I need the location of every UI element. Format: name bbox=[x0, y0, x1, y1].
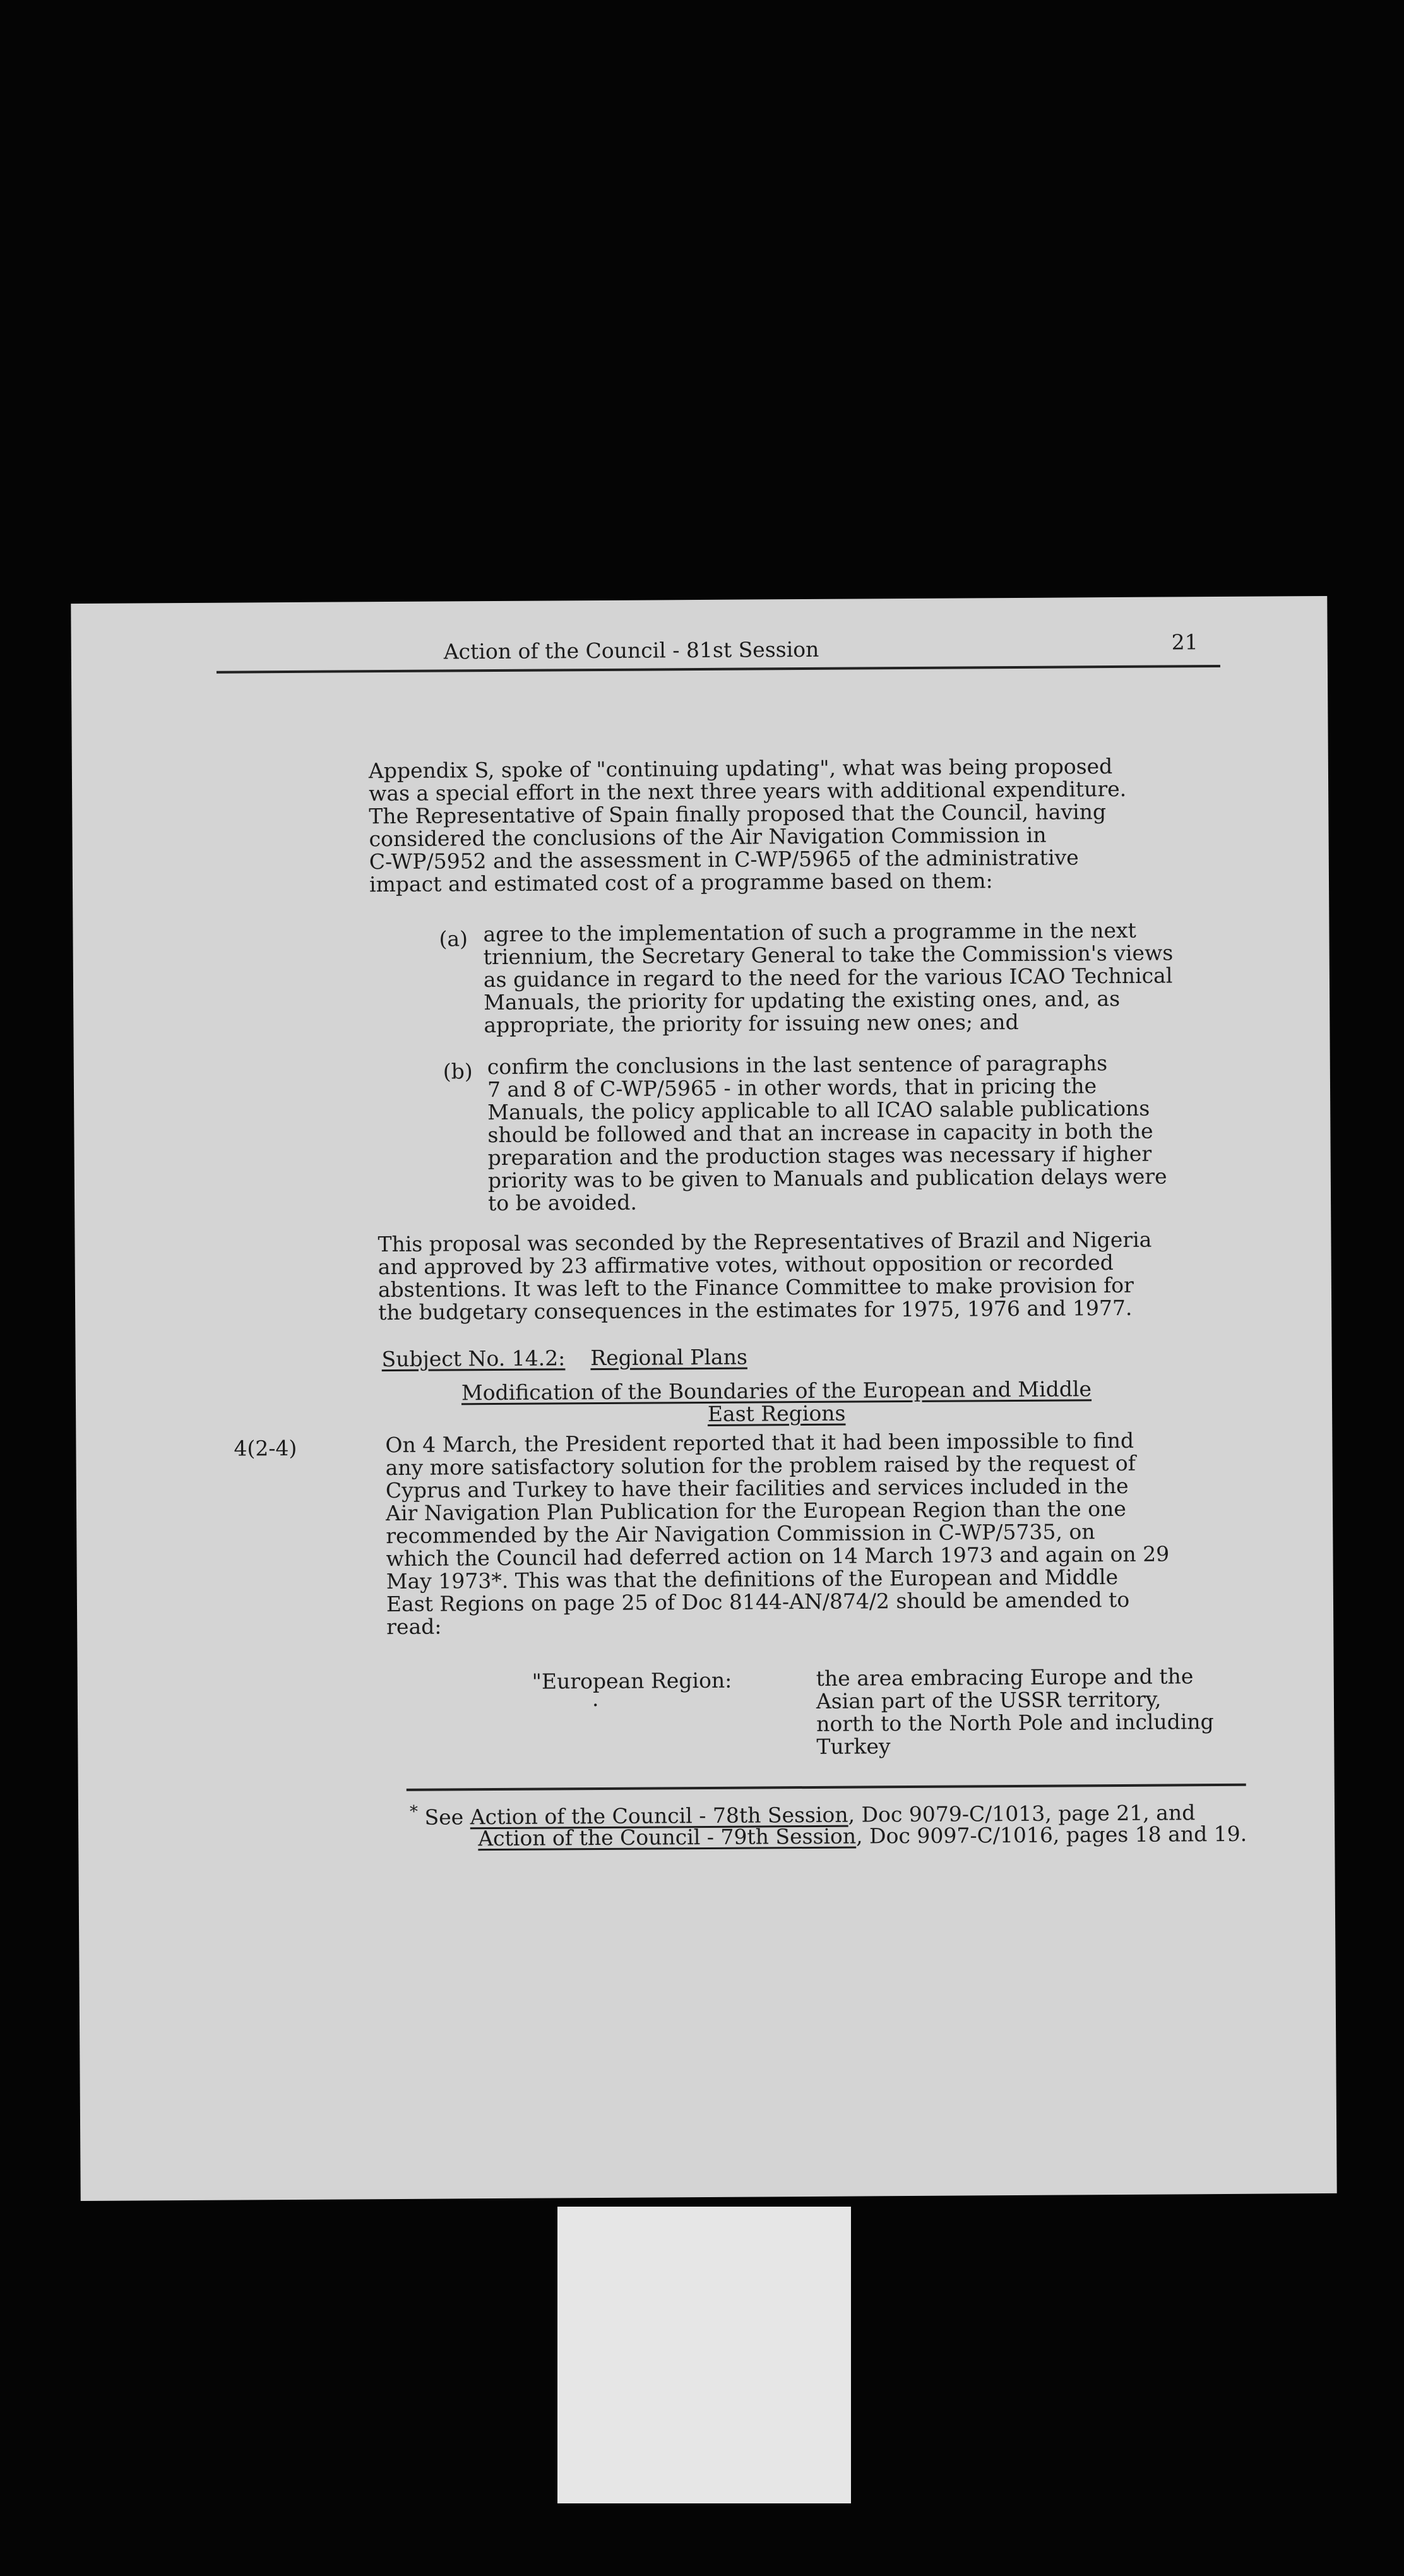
calibration-card bbox=[557, 2207, 851, 2503]
intro-paragraph bbox=[369, 754, 1209, 896]
text-line: as guidance in regard to the need for the various ICAO Technical bbox=[483, 963, 1173, 993]
text-line: to be avoided. bbox=[487, 1190, 637, 1216]
footnote bbox=[410, 1796, 1247, 1850]
text-line: appropriate, the priority for issuing new ones; and bbox=[484, 1009, 1019, 1038]
text-line: East Regions on page 25 of Doc 8144-AN/874/2 should be amended to bbox=[386, 1587, 1130, 1617]
text-line: was a special effort in the next three years with additional expenditure. bbox=[369, 776, 1127, 806]
text-line: priority was to be given to Manuals and publication delays were bbox=[487, 1164, 1167, 1193]
text-line: should be followed and that an increase in capacity in both the bbox=[487, 1118, 1153, 1148]
item-b-label: (b) bbox=[443, 1059, 473, 1084]
header-title: Action of the Council - 81st Session bbox=[443, 636, 819, 664]
text-line: Manuals, the priority for updating the existing ones, and, as bbox=[484, 986, 1121, 1015]
text-line: agree to the implementation of such a programme in the next bbox=[483, 917, 1136, 947]
text-line: impact and estimated cost of a programme based on them: bbox=[369, 868, 993, 897]
footnote-doc-1: , Doc 9079-C/1013, page 21, and bbox=[848, 1800, 1196, 1827]
footnote-rule bbox=[407, 1784, 1246, 1791]
subject-title: Regional Plans bbox=[590, 1344, 747, 1371]
heading-line: Modification of the Boundaries of the European and Middle bbox=[461, 1376, 1092, 1405]
text-line: confirm the conclusions in the last sentence of paragraphs bbox=[487, 1051, 1108, 1080]
text-line: Manuals, the policy applicable to all ICAO salable publications bbox=[487, 1095, 1150, 1125]
text-line: and approved by 23 affirmative votes, without opposition or recorded bbox=[378, 1250, 1114, 1280]
text-line: May 1973*. This was that the definitions of the European and Middle bbox=[386, 1564, 1119, 1594]
text-line: north to the North Pole and including bbox=[816, 1709, 1214, 1736]
page-header bbox=[217, 629, 1220, 674]
text-line: preparation and the production stages was necessary if higher bbox=[487, 1141, 1152, 1171]
text-line: abstentions. It was left to the Finance Committee to make provision for bbox=[378, 1272, 1134, 1303]
text-line: On 4 March, the President reported that it had been impossible to find bbox=[385, 1428, 1134, 1458]
footnote-doc-2: , Doc 9097-C/1016, pages 18 and 19. bbox=[855, 1821, 1247, 1849]
subject-line bbox=[381, 1345, 747, 1372]
text-line: recommended by the Air Navigation Commission in C-WP/5735, on bbox=[386, 1519, 1095, 1549]
text-line: the area embracing Europe and the bbox=[816, 1664, 1194, 1691]
heading-line: East Regions bbox=[707, 1400, 846, 1426]
footnote-see: See bbox=[424, 1804, 464, 1830]
text-line: This proposal was seconded by the Representatives of Brazil and Nigeria bbox=[378, 1227, 1152, 1257]
section-heading bbox=[429, 1378, 1124, 1428]
stray-dot: . bbox=[592, 1686, 599, 1712]
document-page bbox=[71, 596, 1336, 2201]
text-line: considered the conclusions of the Air Navigation Commission in bbox=[369, 822, 1047, 852]
text-line: Air Navigation Plan Publication for the European Region than the one bbox=[385, 1496, 1126, 1526]
text-line: read: bbox=[386, 1614, 442, 1640]
text-line: which the Council had deferred action on 14 March 1973 and again on 29 bbox=[386, 1541, 1170, 1571]
proposal-paragraph bbox=[378, 1228, 1218, 1324]
text-line: the budgetary consequences in the estimates for 1975, 1976 and 1977. bbox=[378, 1295, 1133, 1325]
item-a-text bbox=[483, 919, 1228, 1037]
definition-term: "European Region: bbox=[532, 1667, 732, 1694]
text-line: Appendix S, spoke of "continuing updating", what was being proposed bbox=[368, 754, 1113, 784]
text-line: C-WP/5952 and the assessment in C-WP/5965 of the administrative bbox=[369, 845, 1079, 874]
item-a-label: (a) bbox=[439, 926, 468, 951]
footnote-ref-78th: Action of the Council - 78th Session bbox=[470, 1802, 848, 1830]
march-paragraph bbox=[385, 1429, 1226, 1638]
text-line: Asian part of the USSR territory, bbox=[816, 1686, 1162, 1714]
footnote-ref-79th: Action of the Council - 79th Session bbox=[478, 1823, 857, 1851]
page-number: 21 bbox=[1171, 629, 1198, 655]
text-line: The Representative of Spain finally proposed that the Council, having bbox=[369, 799, 1107, 829]
text-line: triennium, the Secretary General to take the Commission's views bbox=[483, 940, 1174, 970]
text-line: Turkey bbox=[816, 1734, 891, 1759]
definition-text bbox=[816, 1665, 1246, 1758]
margin-reference: 4(2-4) bbox=[234, 1435, 297, 1461]
footnote-marker: * bbox=[409, 1802, 419, 1822]
item-b-text bbox=[487, 1051, 1234, 1215]
text-line: 7 and 8 of C-WP/5965 - in other words, that in pricing the bbox=[487, 1073, 1097, 1102]
subject-number: Subject No. 14.2: bbox=[381, 1345, 566, 1372]
text-line: Cyprus and Turkey to have their facilities and services included in the bbox=[385, 1473, 1129, 1503]
text-line: any more satisfactory solution for the problem raised by the request of bbox=[385, 1450, 1136, 1481]
